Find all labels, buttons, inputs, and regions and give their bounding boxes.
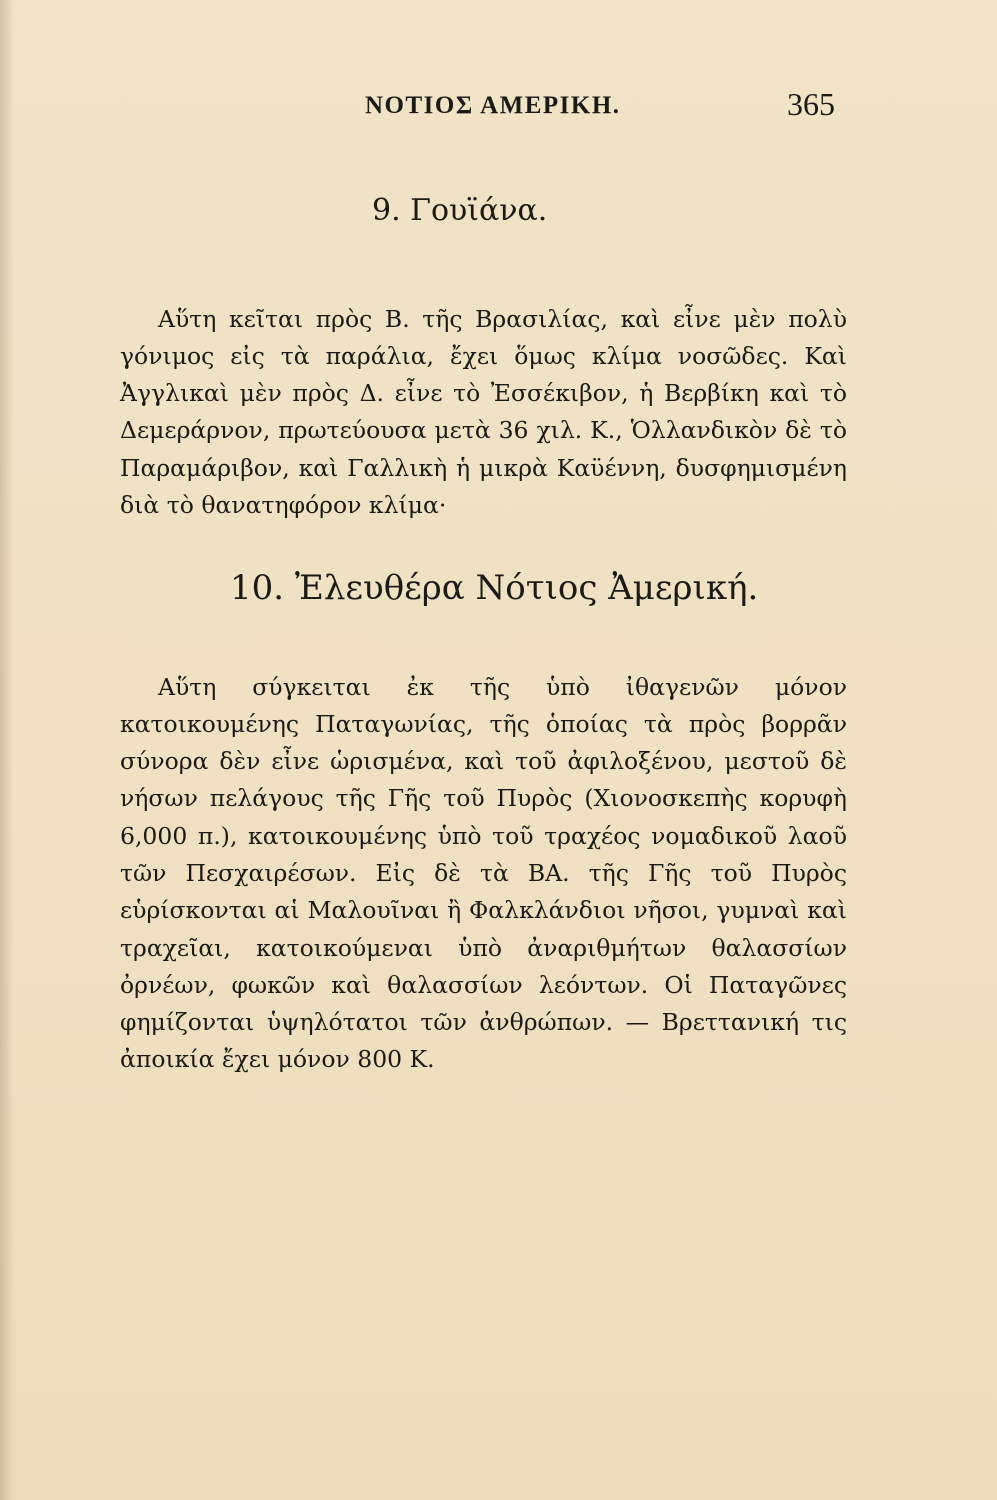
paragraph-free-south-america: Αὕτη σύγκειται ἐκ τῆς ὑπὸ ἰθαγενῶν μόνον κατοικουμένης Παταγωνίας, τῆς ὁποίας τὰ πρὸς βορρᾶν σύνορα δὲν εἶνε ὡρισμένα, καὶ τοῦ ἀφιλοξένου, μεστοῦ δὲ νήσων πελάγους τῆς Γῆς τοῦ Πυρὸς (Χιονοσκεπὴς κορυφὴ 6,000 π.), κατοικουμένης ὑπὸ τοῦ τραχέος νομαδικοῦ λαοῦ τῶν Πεσχαιρέσων. Εἰς δὲ τὰ ΒΑ. τῆς Γῆς τοῦ Πυρὸς εὑρίσκονται αἱ Μαλουῖναι ἢ Φαλκλάνδιοι νῆσοι, γυμναὶ καὶ τραχεῖαι, κατοικούμεναι ὑπὸ ἀναριθμήτων θαλασσίων ὀρνέων, φωκῶν καὶ θαλασσίων λεόντων. Οἱ Παταγῶνες φημίζονται ὑψηλότατοι τῶν ἀνθρώπων. — Βρεττανική τις ἀποικία ἔχει μόνον 800 Κ. xyxy=(120,672,847,1074)
running-head: ΝΟΤΙΟΣ ΑΜΕΡΙΚΗ. xyxy=(365,92,621,119)
page-edge-shadow xyxy=(0,0,14,1500)
page-number: 365 xyxy=(787,86,835,122)
section-heading-guiana: 9. Γουϊάνα. xyxy=(372,193,548,228)
section-heading-free-south-america: 10. Ἐλευθέρα Νότιος Ἀμερική. xyxy=(230,568,759,608)
paragraph-guiana: Αὕτη κεῖται πρὸς Β. τῆς Βρασιλίας, καὶ εἶνε μὲν πολὺ γόνιμος εἰς τὰ παράλια, ἔχει ὅμως κλίμα νοσῶδες. Καὶ Ἀγγλικαὶ μὲν πρὸς Δ. εἶνε τὸ Ἐσσέκιβον, ἡ Βερβίκη καὶ τὸ Δεμεράρνον, πρωτεύουσα μετὰ 36 χιλ. Κ., Ὁλλανδικὸν δὲ τὸ Παραμάριβον, καὶ Γαλλικὴ ἡ μικρὰ Καϋέννη, δυσφημισμένη διὰ τὸ θανατηφόρον κλίμα· xyxy=(120,304,847,519)
